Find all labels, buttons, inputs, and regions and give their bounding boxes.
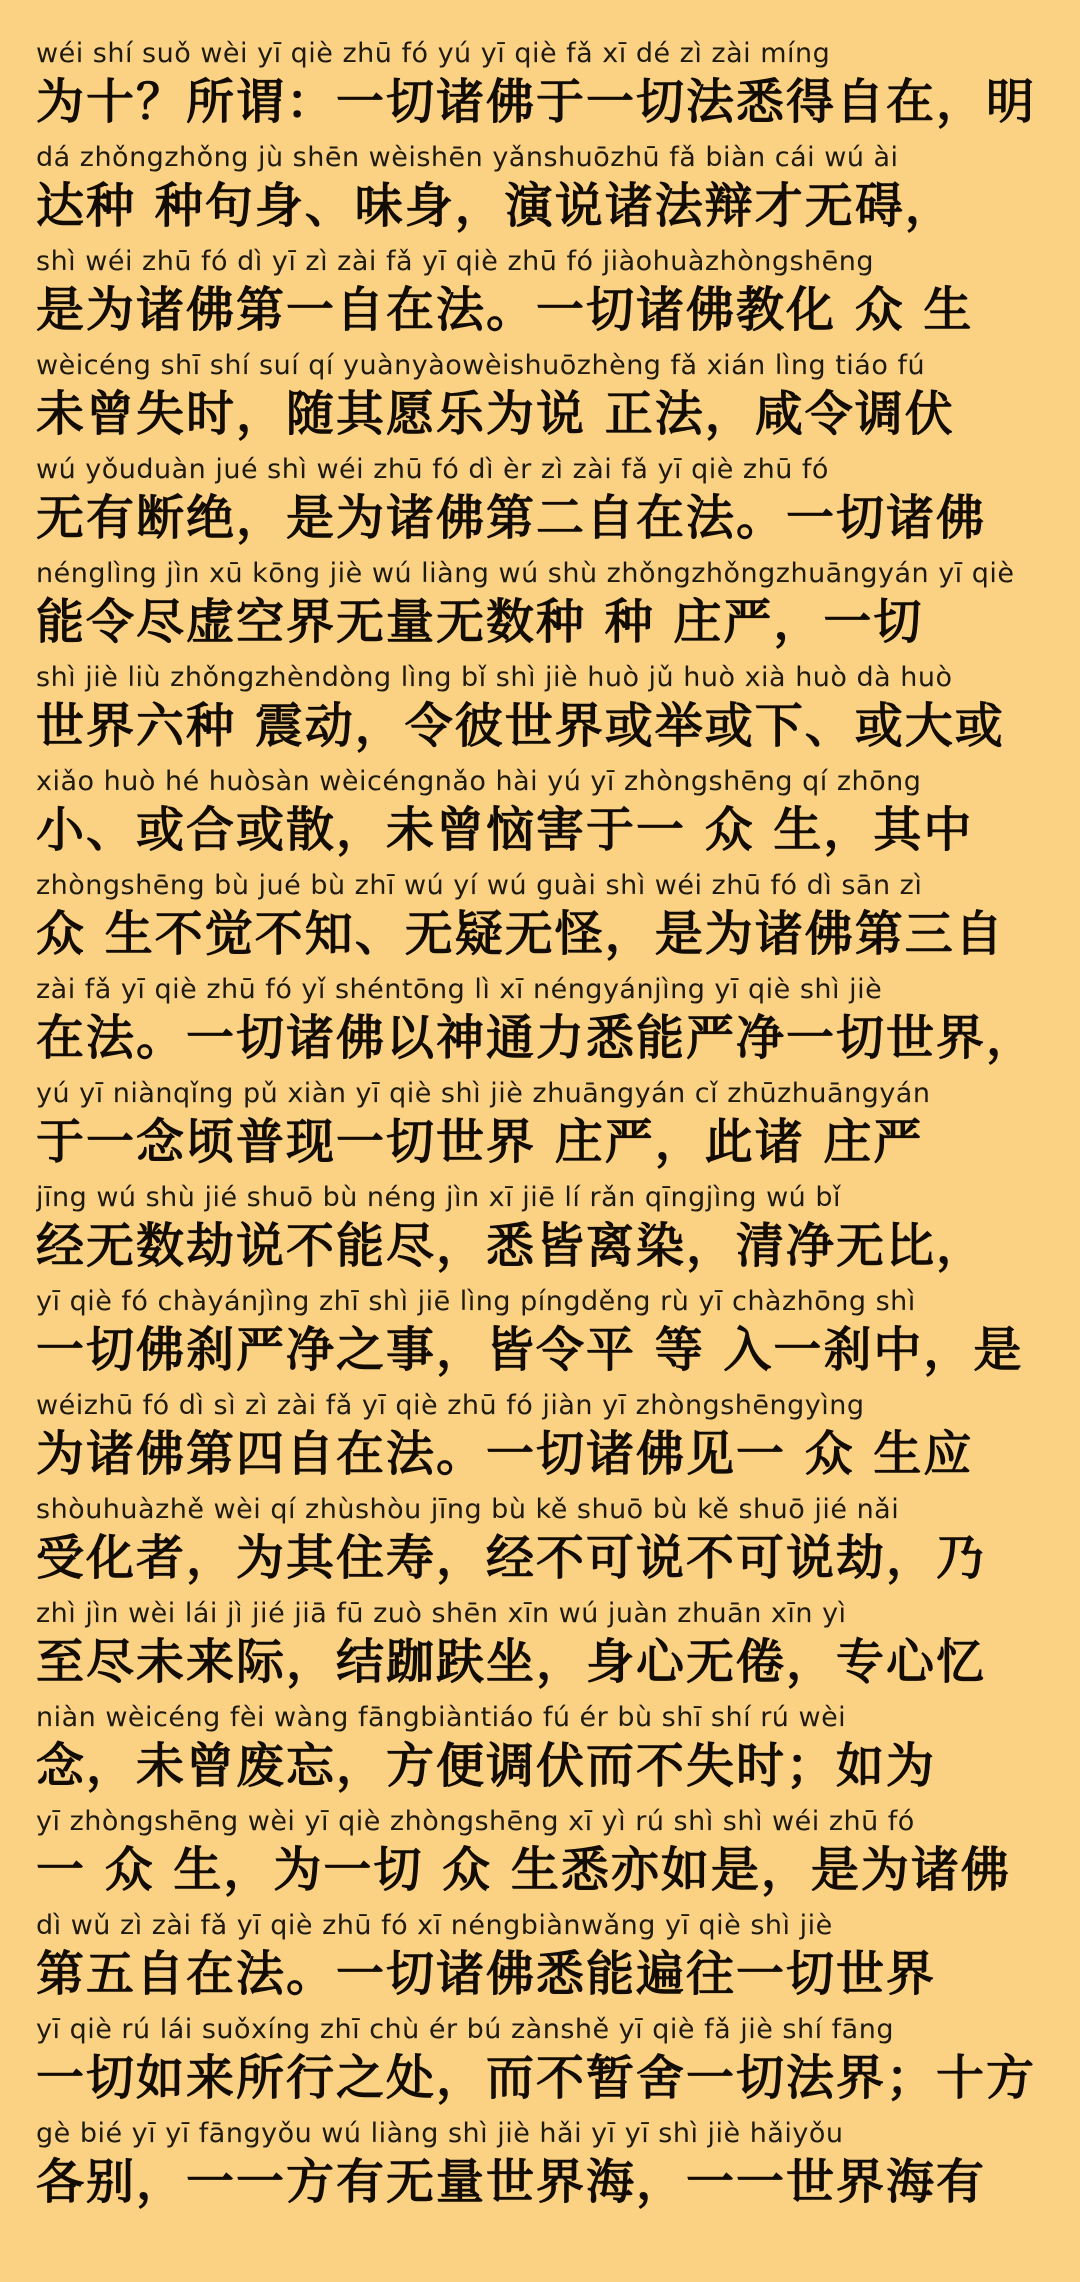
- hanzi-row: 能令尽虚空界无量无数种 种 庄严，一切: [36, 594, 924, 650]
- hanzi-row: 达种 种句身、味身，演说诸法辩才无碍，: [36, 178, 955, 234]
- pinyin-row: zhì jìn wèi lái jì jié jiā fū zuò shēn xīn wú juàn zhuān xīn yì: [36, 1598, 847, 1629]
- hanzi-row: 世界六种 震动，令彼世界或举或下、或大或: [36, 698, 1005, 754]
- text-line: [36, 1598, 1060, 1702]
- pinyin-row: shòuhuàzhě wèi qí zhùshòu jīng bù kě shuō bù kě shuō jié nǎi: [36, 1494, 900, 1525]
- hanzi-row: 至尽未来际，结跏趺坐，身心无倦，专心忆: [36, 1634, 987, 1690]
- text-line: [36, 1494, 1060, 1598]
- pinyin-row: yú yī niànqǐng pǔ xiàn yī qiè shì jiè zhuāngyán cǐ zhūzhuāngyán: [36, 1078, 931, 1109]
- hanzi-row: 小、或合或散，未曾恼害于一 众 生，其中: [36, 802, 974, 858]
- pinyin-row: gè bié yī yī fāngyǒu wú liàng shì jiè hǎi yī yī shì jiè hǎiyǒu: [36, 2118, 844, 2149]
- hanzi-row: 未曾失时，随其愿乐为说 正法，咸令调伏: [36, 386, 955, 442]
- pinyin-row: dá zhǒngzhǒng jù shēn wèishēn yǎnshuōzhū fǎ biàn cái wú ài: [36, 142, 899, 173]
- hanzi-row: 一切如来所行之处，而不暂舍一切法界；十方: [36, 2050, 1037, 2106]
- text-line: [36, 1806, 1060, 1910]
- pinyin-row: niàn wèicéng fèi wàng fāngbiàntiáo fú ér bù shī shí rú wèi: [36, 1702, 847, 1733]
- text-line: [36, 2118, 1060, 2222]
- hanzi-row: 无有断绝，是为诸佛第二自在法。一切诸佛: [36, 490, 987, 546]
- hanzi-row: 为诸佛第四自在法。一切诸佛见一 众 生应: [36, 1426, 974, 1482]
- hanzi-row: 第五自在法。一切诸佛悉能遍往一切世界: [36, 1946, 937, 2002]
- text-line: [36, 38, 1060, 142]
- text-line: [36, 1182, 1060, 1286]
- pinyin-row: nénglìng jìn xū kōng jiè wú liàng wú shù zhǒngzhǒngzhuāngyán yī qiè: [36, 558, 1015, 589]
- pinyin-row: jīng wú shù jié shuō bù néng jìn xī jiē lí rǎn qīngjìng wú bǐ: [36, 1182, 841, 1213]
- hanzi-row: 经无数劫说不能尽，悉皆离染，清净无比，: [36, 1218, 987, 1274]
- pinyin-row: wèicéng shī shí suí qí yuànyàowèishuōzhèng fǎ xián lìng tiáo fú: [36, 350, 926, 381]
- hanzi-row: 念，未曾废忘，方便调伏而不失时；如为: [36, 1738, 937, 1794]
- pinyin-row: zài fǎ yī qiè zhū fó yǐ shéntōng lì xī néngyánjìng yī qiè shì jiè: [36, 974, 883, 1005]
- hanzi-row: 一 众 生，为一切 众 生悉亦如是，是为诸佛: [36, 1842, 1011, 1898]
- hanzi-row: 一切佛刹严净之事，皆令平 等 入一刹中，是: [36, 1322, 1024, 1378]
- pinyin-row: wéizhū fó dì sì zì zài fǎ yī qiè zhū fó jiàn yī zhòngshēngyìng: [36, 1390, 865, 1421]
- text-line: [36, 1702, 1060, 1806]
- text-line: [36, 1910, 1060, 2014]
- pinyin-row: dì wǔ zì zài fǎ yī qiè zhū fó xī néngbiànwǎng yī qiè shì jiè: [36, 1910, 833, 1941]
- text-line: [36, 142, 1060, 246]
- text-line: [36, 974, 1060, 1078]
- text-line: [36, 1286, 1060, 1390]
- hanzi-row: 众 生不觉不知、无疑无怪，是为诸佛第三自: [36, 906, 1005, 962]
- pinyin-row: yī zhòngshēng wèi yī qiè zhòngshēng xī yì rú shì shì wéi zhū fó: [36, 1806, 915, 1837]
- hanzi-row: 为十？所谓：一切诸佛于一切法悉得自在，明: [36, 74, 1037, 130]
- hanzi-row: 是为诸佛第一自在法。一切诸佛教化 众 生: [36, 282, 974, 338]
- pinyin-row: yī qiè rú lái suǒxíng zhī chù ér bú zànshě yī qiè fǎ jiè shí fāng: [36, 2014, 894, 2045]
- text-line: [36, 558, 1060, 662]
- text-line: [36, 350, 1060, 454]
- pinyin-row: zhòngshēng bù jué bù zhī wú yí wú guài shì wéi zhū fó dì sān zì: [36, 870, 923, 901]
- text-line: [36, 662, 1060, 766]
- hanzi-row: 在法。一切诸佛以神通力悉能严净一切世界，: [36, 1010, 1037, 1066]
- pinyin-row: shì jiè liù zhǒngzhèndòng lìng bǐ shì jiè huò jǔ huò xià huò dà huò: [36, 662, 953, 693]
- text-line: [36, 454, 1060, 558]
- text-line: [36, 246, 1060, 350]
- hanzi-row: 各别，一一方有无量世界海，一一世界海有: [36, 2154, 987, 2210]
- pinyin-row: wú yǒuduàn jué shì wéi zhū fó dì èr zì zài fǎ yī qiè zhū fó: [36, 454, 829, 485]
- pinyin-row: xiǎo huò hé huòsàn wèicéngnǎo hài yú yī zhòngshēng qí zhōng: [36, 766, 922, 797]
- text-line: [36, 870, 1060, 974]
- text-line: [36, 2014, 1060, 2118]
- text-line: [36, 766, 1060, 870]
- pinyin-row: shì wéi zhū fó dì yī zì zài fǎ yī qiè zhū fó jiàohuàzhòngshēng: [36, 246, 875, 277]
- text-line: [36, 1078, 1060, 1182]
- hanzi-row: 于一念顷普现一切世界 庄严，此诸 庄严: [36, 1114, 924, 1170]
- text-line: [36, 1390, 1060, 1494]
- pinyin-row: wéi shí suǒ wèi yī qiè zhū fó yú yī qiè fǎ xī dé zì zài míng: [36, 38, 831, 69]
- hanzi-row: 受化者，为其住寿，经不可说不可说劫，乃: [36, 1530, 987, 1586]
- pinyin-row: yī qiè fó chàyánjìng zhī shì jiē lìng píngděng rù yī chàzhōng shì: [36, 1286, 916, 1317]
